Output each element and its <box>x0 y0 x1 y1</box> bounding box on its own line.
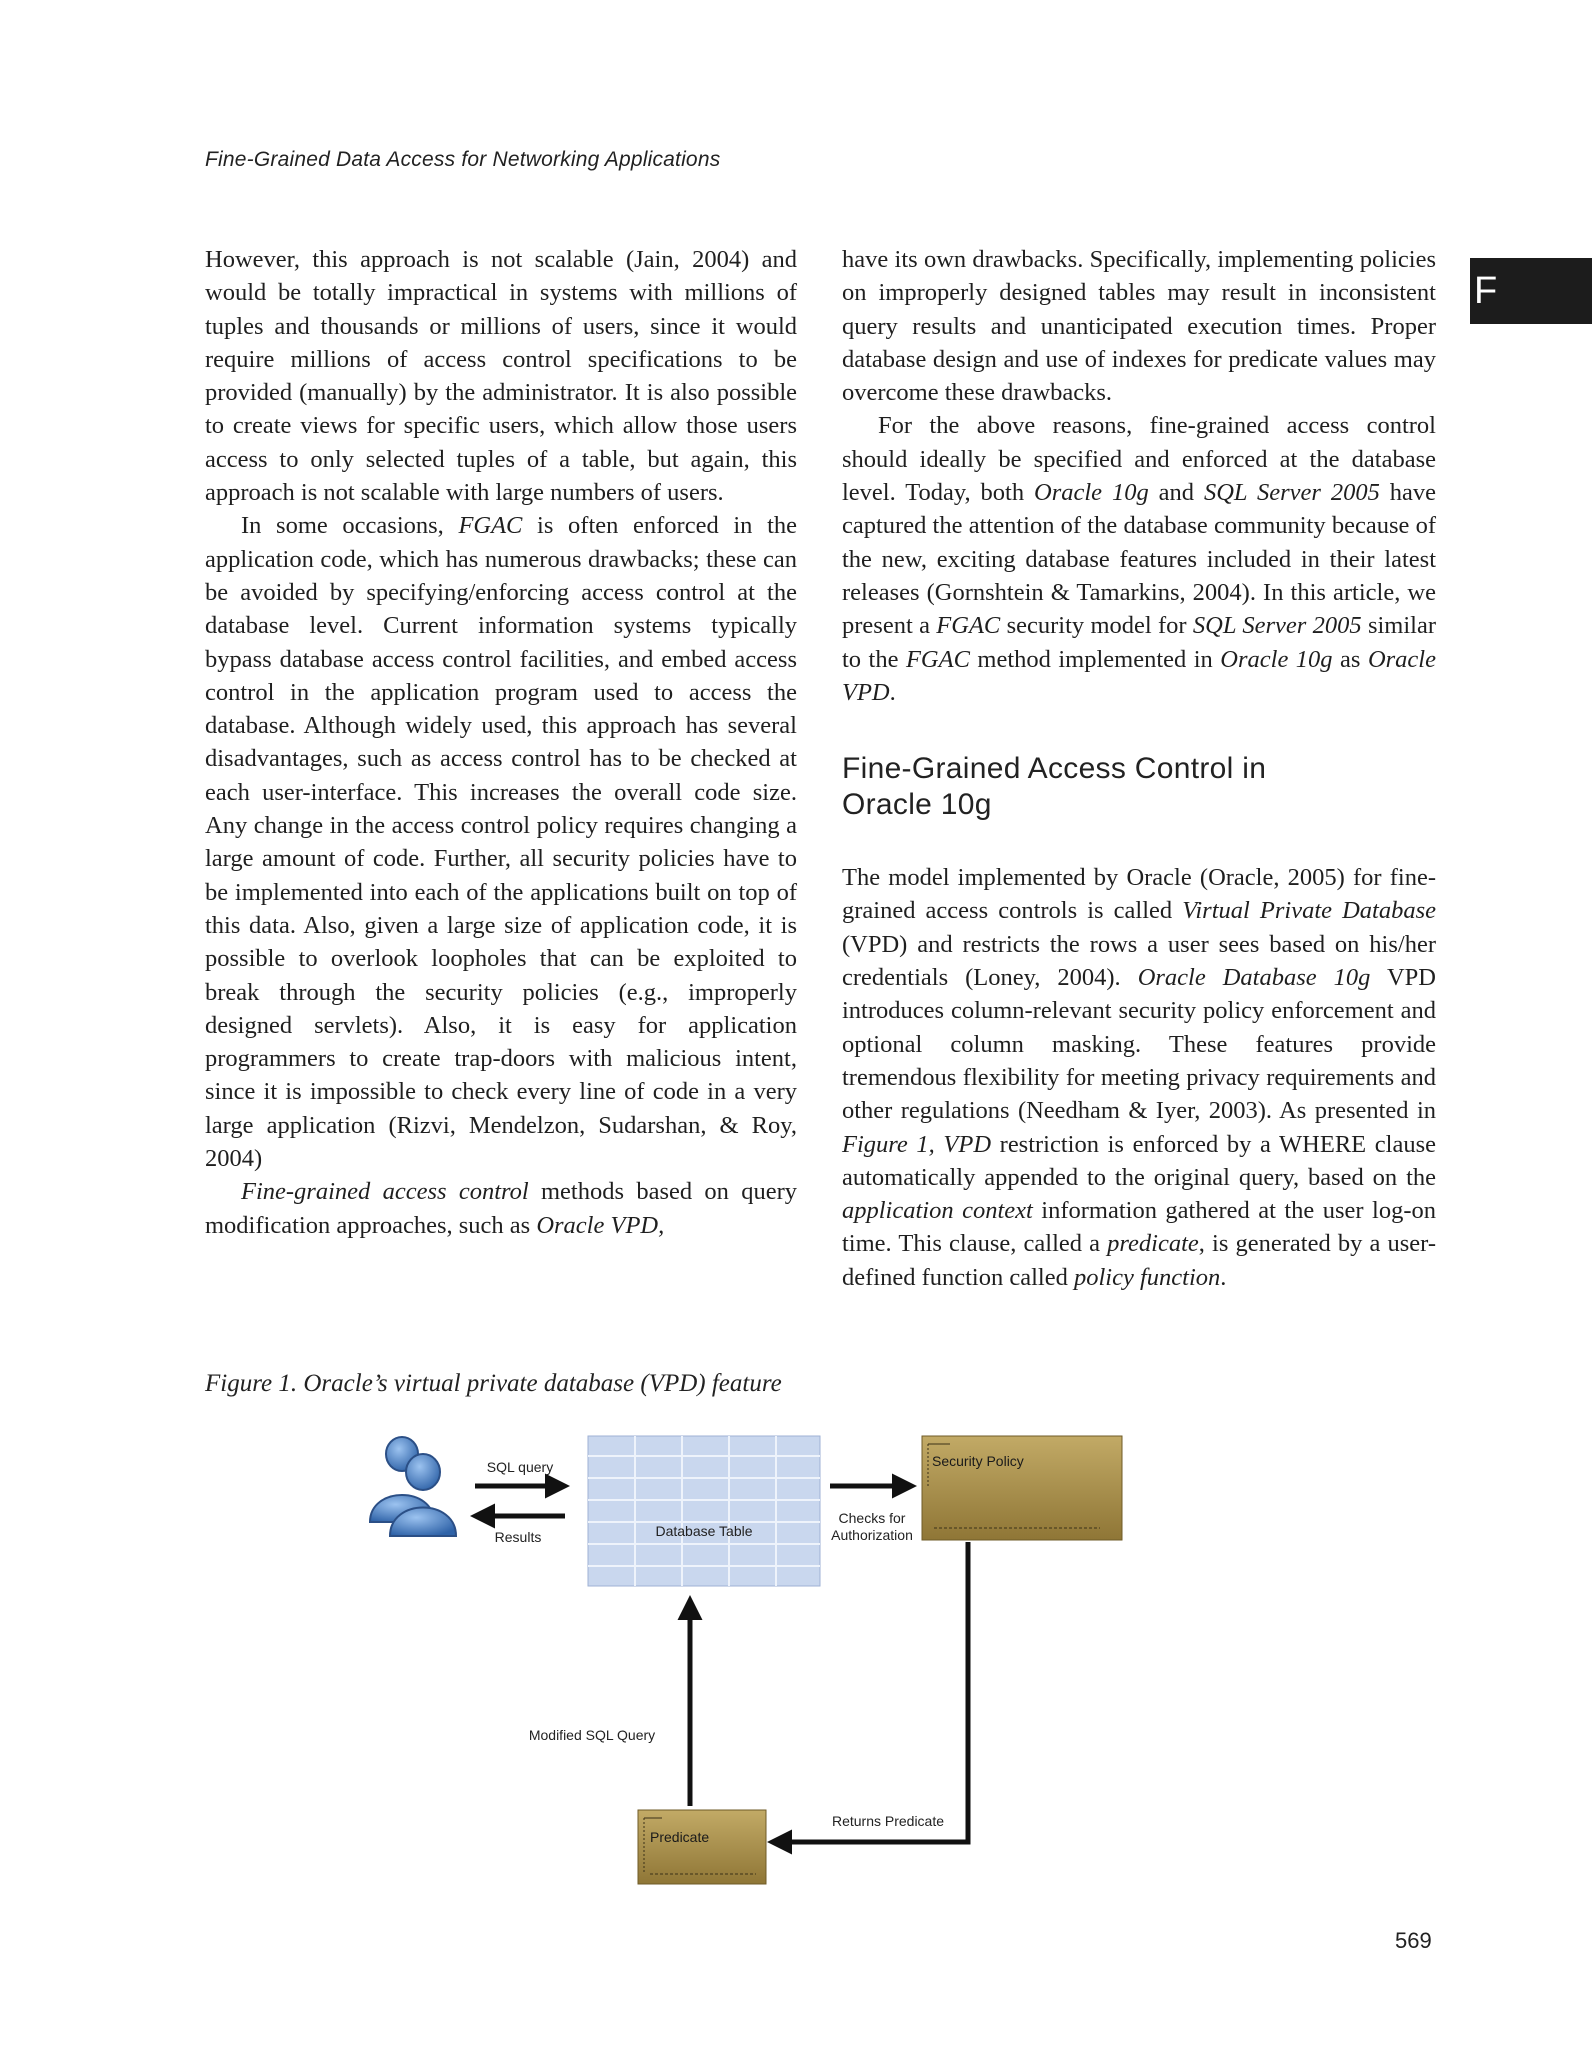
emphasis: Oracle VPD, <box>536 1211 665 1239</box>
text-span: have captured the attention of the database community because of the new, exciting database features included in their latest releases (Gornshtein & Tamarkins, 2004). In this article, we present a <box>842 479 1437 640</box>
text-span: In some occasions, <box>241 512 459 540</box>
emphasis: Virtual Private Database <box>1182 897 1436 925</box>
paragraph: have its own drawbacks. Specifically, implementing policies on improperly designed tables may result in inconsistent query results and unanticipated execution times. Proper database design and use of indexes for predicate values may overcome these drawbacks. <box>842 246 1436 407</box>
emphasis: SQL Server 2005 <box>1192 612 1362 640</box>
running-header: Fine-Grained Data Access for Networking Applications <box>205 148 721 171</box>
security-policy-box <box>922 1436 1122 1540</box>
paragraph <box>842 409 1436 709</box>
users-icon <box>370 1437 456 1536</box>
text-span: . <box>1220 1263 1227 1291</box>
right-column <box>842 243 1436 1294</box>
figure-caption: Figure 1. Oracle’s virtual private database (VPD) feature <box>205 1370 782 1397</box>
emphasis: FGAC <box>936 612 1001 640</box>
emphasis: predicate <box>1107 1230 1199 1258</box>
text-span: (VPD) and restricts the rows a user sees based on his/her credentials (Loney, 2004). <box>842 930 1436 992</box>
emphasis: policy function <box>1073 1263 1221 1291</box>
checks-label-line1: Checks for <box>838 1510 906 1526</box>
emphasis: Oracle 10g <box>1220 645 1333 673</box>
text-span: methods based on query modification approaches, such as <box>205 1178 797 1239</box>
heading-line: Oracle 10g <box>842 788 992 822</box>
page-number: 569 <box>1395 1928 1432 1953</box>
left-column <box>205 243 797 1242</box>
text-span: method implemented in <box>969 645 1221 673</box>
returns-predicate-arrow <box>772 1542 968 1842</box>
emphasis: FGAC <box>905 645 970 673</box>
returns-predicate-label: Returns Predicate <box>831 1813 945 1829</box>
paragraph <box>842 861 1436 1294</box>
sql-query-label: SQL query <box>486 1459 554 1475</box>
section-heading <box>842 751 1436 823</box>
paragraph <box>205 509 797 1175</box>
emphasis: FGAC <box>458 512 523 540</box>
modified-sql-label: Modified SQL Query <box>528 1727 656 1743</box>
emphasis: SQL Server 2005 <box>1203 479 1380 507</box>
text-span: and <box>1148 479 1204 507</box>
emphasis: Oracle Database 10g <box>1137 964 1371 992</box>
emphasis: Oracle 10g <box>1034 479 1149 507</box>
text-span: For the above reasons, fine-grained access control should ideally be specified and enforced at the database level. Today, both <box>842 412 1436 507</box>
emphasis: application context <box>842 1197 1033 1225</box>
predicate-box <box>638 1810 766 1884</box>
text-span: information gathered at the user log-on time. This clause, called a <box>842 1197 1437 1258</box>
text-span: restriction is enforced by a WHERE clause automatically appended to the original query, based on the <box>842 1130 1436 1191</box>
checks-label-line2: Authorization <box>831 1527 913 1543</box>
database-table <box>588 1436 820 1586</box>
results-label: Results <box>494 1529 542 1545</box>
text-span: is often enforced in the application code, which has numerous drawbacks; these can be avoided by specifying/enforcing access control at the database level. Current information systems typically bypass database access control facilities, and embed access control in the application program used to access the database. Although widely used, this approach has several disadvantages, such as access control has to be checked at each user-interface. This increases the overall code size. Any change in the access control policy requires changing a large amount of code. Further, all security policies have to be implemented into each of the applications built on top of this data. Also, given a large size of application code, it is possible to overlook loopholes that can be exploited to break through the security policies (e.g., improperly designed servlets). Also, it is easy for application programmers to create trap-doors with malicious intent, since it is impossible to check every line of code in a very large application (Rizvi, Mendelzon, Sudarshan, & Roy, 2004) <box>205 512 797 1173</box>
database-table-label: Database Table <box>655 1523 753 1539</box>
emphasis: Fine-grained access control <box>241 1178 529 1206</box>
text-span: similar to the <box>842 612 1436 673</box>
vpd-figure <box>360 1434 1270 1888</box>
predicate-label: Predicate <box>650 1829 710 1845</box>
text-span: security model for <box>1000 612 1193 640</box>
security-policy-label: Security Policy <box>932 1453 1024 1469</box>
text-span: The model implemented by Oracle (Oracle, 2005) for fine-grained access controls is called <box>842 864 1436 925</box>
heading-line: Fine-Grained Access Control in <box>842 752 1267 786</box>
text-span: as <box>1332 645 1368 673</box>
text-span: . <box>889 678 896 706</box>
paragraph <box>205 1175 797 1242</box>
text-span: , is generated by a user-defined function called <box>842 1230 1436 1291</box>
emphasis: Oracle VPD <box>842 645 1436 706</box>
section-tab: F <box>1470 258 1592 324</box>
paragraph: However, this approach is not scalable (Jain, 2004) and would be totally impractical in systems with millions of tuples and thousands or millions of users, since it would require millions of access control specifications to be provided (manually) by the administrator. It is also possible to create views for specific users, which allow those users access to only selected tuples of a table, but again, this approach is not scalable with large numbers of users. <box>205 246 797 507</box>
emphasis: Figure 1, VPD <box>842 1130 992 1158</box>
text-span: VPD introduces column-relevant security policy enforcement and optional column masking. These features provide tremendous flexibility for meeting privacy requirements and other regulations (Needham & Iyer, 2003). As presented in <box>842 964 1436 1125</box>
